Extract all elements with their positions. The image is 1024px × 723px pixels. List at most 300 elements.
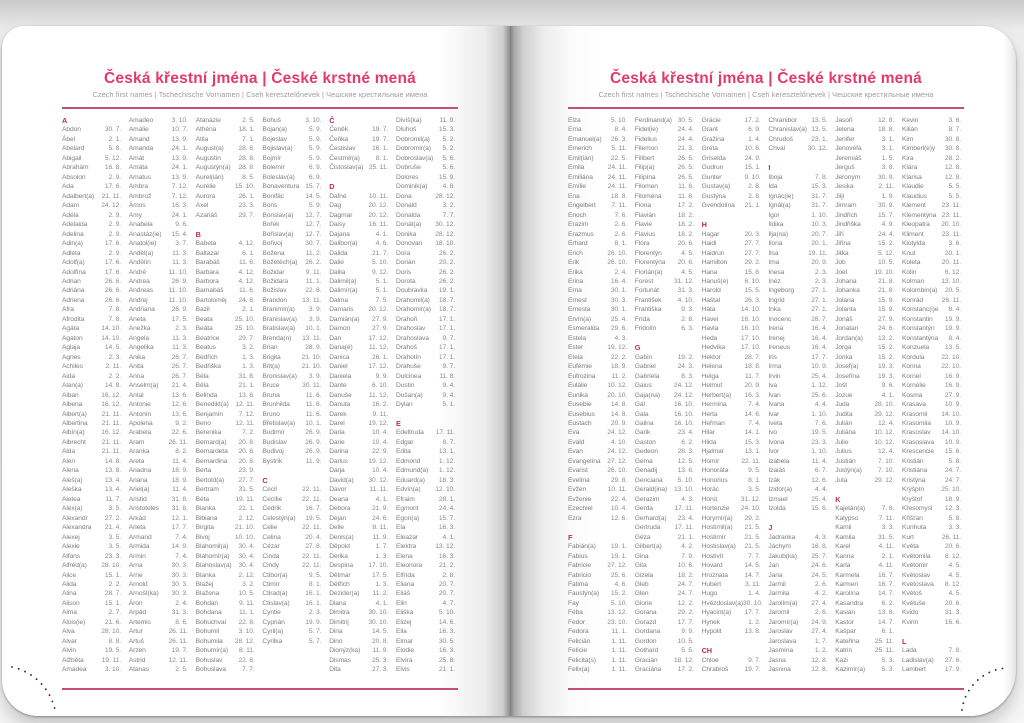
name-day-date: 2. 8. [681, 315, 694, 323]
name-day-date: 4. 10. [677, 296, 694, 304]
name-day-date: 19. 12. [368, 457, 389, 465]
first-name: Kordula [901, 353, 925, 361]
first-name: Bertram [195, 486, 219, 494]
name-day-date: 21. 10. [234, 524, 255, 532]
name-entry [568, 495, 630, 504]
name-day-date: 13. 8. [104, 467, 121, 475]
first-name: Justýn(a) [835, 467, 862, 475]
name-entry [396, 665, 458, 674]
name-entry [329, 296, 391, 305]
section-letter: I [768, 163, 771, 173]
first-name: Irenej [768, 334, 785, 342]
first-name: Anna [128, 372, 145, 380]
first-name: Iboja [768, 173, 783, 181]
name-entry [768, 571, 830, 580]
name-entry [768, 419, 830, 428]
first-name: Háta [701, 306, 716, 314]
name-day-date: 9. 9. [681, 628, 694, 636]
first-name: Florentýna [634, 259, 666, 267]
name-day-date: 28. 7. [104, 590, 121, 598]
name-entry [262, 268, 324, 277]
name-day-date: 4. 1. [881, 391, 895, 399]
first-name: Bivoj [195, 533, 210, 541]
name-day-date: 21. 6. [104, 618, 121, 626]
first-name: Branislav(a) [262, 315, 297, 323]
name-entry [568, 163, 630, 172]
name-day-date: 21. 5. [744, 524, 761, 532]
name-entry [635, 220, 697, 229]
name-entry [329, 334, 391, 343]
name-entry [702, 457, 764, 466]
name-day-date: 24. 7. [677, 590, 694, 598]
first-name: Erich [568, 249, 583, 257]
name-day-date: 11. 2. [305, 249, 322, 257]
name-day-date: 11. 1. [238, 609, 255, 617]
name-entry [835, 580, 897, 589]
name-entry [835, 514, 897, 523]
name-day-date: 12. 3. [944, 505, 961, 513]
name-entry [768, 296, 830, 305]
first-name: Gerhard(a) [634, 514, 667, 522]
first-name: Dalimír(a) [329, 287, 358, 295]
name-day-date: 14. 6. [438, 618, 455, 626]
name-day-date: 25. 4. [610, 315, 627, 323]
first-name: Bojislav(a) [262, 145, 293, 153]
name-day-date: 2. 1. [881, 552, 895, 560]
name-day-date: 26. 6. [104, 296, 121, 304]
name-entry [835, 523, 897, 532]
first-name: Elena [395, 552, 413, 560]
name-entry [129, 542, 191, 551]
name-day-date: 9. 5. [748, 467, 761, 475]
name-day-date: 21. 11. [101, 192, 121, 200]
first-name: Enoch [568, 211, 587, 219]
name-day-date: 27. 8. [305, 543, 322, 551]
first-name: Brit(a) [262, 363, 280, 371]
first-name: Artemis [128, 618, 151, 626]
name-entry [768, 230, 830, 239]
name-entry [262, 589, 324, 598]
first-name: Fabián(a) [568, 543, 596, 551]
first-name: Jorga [835, 344, 852, 352]
first-name: Lambert [901, 666, 926, 674]
first-name: Elfrída [395, 571, 415, 579]
first-name: Anabela [128, 221, 153, 229]
name-day-date: 18. 8. [744, 363, 761, 371]
first-name: Bohumila [195, 637, 223, 645]
name-entry [702, 580, 764, 589]
first-name: Jasnina [768, 666, 791, 674]
name-entry [902, 381, 964, 390]
name-day-date: 11. 7. [105, 495, 121, 503]
name-day-date: 18. 2. [677, 571, 694, 579]
first-name: Cyprián [262, 618, 285, 626]
first-name: Armand [128, 533, 152, 541]
first-name: Juta [835, 476, 848, 484]
first-name: Fatima [568, 580, 588, 588]
name-day-date: 4. 12. [238, 277, 255, 285]
name-day-date: 16. 11. [368, 221, 389, 229]
section-letter: Č [329, 116, 335, 125]
first-name: Eufrozina [568, 372, 596, 380]
name-entry [835, 258, 897, 267]
name-day-date: 21. 4. [104, 524, 121, 532]
first-name: Gedeon [634, 448, 658, 456]
name-day-date: 5. 2. [442, 145, 455, 153]
first-name: Agáta [62, 325, 79, 333]
first-name: Dimitrij [329, 618, 349, 626]
name-day-date: 21. 2. [438, 562, 455, 570]
first-name: Hostislav(a) [701, 543, 736, 551]
first-name: Glorie [634, 599, 653, 607]
name-entry [396, 533, 458, 542]
name-entry [196, 258, 258, 267]
name-day-date: 23. 3. [104, 552, 121, 560]
name-entry [262, 419, 324, 428]
first-name: Ivana [768, 401, 785, 409]
name-day-date: 20. 5. [944, 287, 961, 295]
first-name: Iveta [768, 420, 783, 427]
name-entry [768, 173, 830, 182]
name-entry [568, 315, 630, 324]
name-entry [768, 428, 830, 437]
first-name: Branimír(a) [262, 306, 295, 314]
name-entry [902, 286, 964, 295]
name-day-date: 1. 7. [814, 637, 828, 645]
name-day-date: 10. 12. [874, 429, 895, 437]
name-entry [835, 542, 897, 551]
first-name: Izaiáš [768, 467, 786, 475]
first-name: Kornel [901, 372, 921, 380]
name-entry [129, 249, 191, 258]
first-name: Athéna [195, 126, 217, 134]
section-letter: CH [701, 646, 712, 656]
name-day-date: 11. 4. [172, 486, 188, 494]
name-entry [902, 353, 964, 362]
name-day-date: 30. 10. [743, 599, 763, 607]
name-day-date: 18. 9. [944, 495, 961, 503]
name-entry [129, 324, 191, 333]
name-entry [568, 580, 630, 589]
name-day-date: 16. 7. [878, 571, 895, 579]
name-entry [329, 665, 391, 674]
name-day-date: 5. 12. [878, 249, 895, 257]
page-right [510, 26, 1016, 716]
name-day-date: 30. 9. [878, 202, 895, 210]
name-day-date: 4. 1. [442, 533, 455, 541]
name-entry [568, 447, 630, 456]
name-day-date: 3. 6. [948, 240, 961, 248]
first-name: Alexandr [62, 514, 88, 522]
name-day-date: 11. 7. [744, 372, 761, 380]
name-day-date: 15. 7. [305, 183, 322, 191]
first-name: Dluhoš [395, 126, 417, 134]
name-entry [635, 315, 697, 324]
first-name: Barnabáš [195, 287, 224, 295]
first-name: Dino [329, 637, 343, 645]
first-name: Doris [395, 268, 412, 276]
first-name: Cyril(a) [262, 628, 284, 636]
name-day-date: 10. 9. [944, 420, 961, 427]
name-day-date: 7. 12. [238, 410, 255, 418]
first-name: Kosma [901, 391, 923, 399]
name-day-date: 15. 8. [744, 268, 761, 276]
first-name: Gerazim [634, 495, 660, 503]
first-name: Beata [195, 315, 213, 323]
first-name: Bronislav(a) [262, 372, 297, 380]
name-entry [129, 627, 191, 636]
first-name: Elvíra [395, 656, 413, 664]
first-name: Gaius [634, 382, 652, 390]
name-entry [835, 608, 897, 617]
name-entry [635, 523, 697, 532]
first-name: Haidi [701, 240, 717, 248]
name-entry [196, 296, 258, 305]
name-entry [329, 410, 391, 419]
first-name: Blahomil(a) [195, 543, 229, 551]
first-name: Honoráta [701, 467, 729, 475]
name-entry [902, 523, 964, 532]
first-name: Antonín [128, 410, 152, 418]
name-day-date: 12. 11. [168, 656, 188, 664]
first-name: Evarist [568, 467, 588, 475]
name-day-date: 7. 8. [108, 306, 121, 314]
first-name: Chrudoš [768, 135, 793, 143]
first-name: Gražina [701, 135, 725, 143]
first-name: Jesika [835, 183, 854, 191]
name-day-date: 4. 12. [238, 240, 255, 248]
name-entry [702, 201, 764, 210]
first-name: Dalila [329, 268, 346, 276]
name-day-date: 7. 8. [108, 315, 121, 323]
first-name: Jana [768, 571, 783, 579]
name-day-date: 18. 8. [878, 126, 895, 134]
name-day-date: 24. 9. [811, 618, 828, 626]
name-entry [768, 646, 830, 655]
first-name: Kristián [901, 457, 924, 465]
name-day-date: 9. 9. [375, 372, 389, 380]
section-letter: F [568, 532, 573, 542]
name-day-date: 28. 9. [305, 344, 322, 352]
name-entry [835, 343, 897, 352]
first-name: Aristoteles [128, 505, 159, 513]
name-day-date: 31. 8. [171, 505, 188, 513]
name-day-date: 24. 12. [607, 429, 627, 437]
first-name: Kimberl(e)y [901, 145, 936, 153]
first-name: Čistoslav(a) [329, 164, 364, 172]
first-name: Jonáš [835, 315, 853, 323]
name-day-date: 19. 3. [878, 363, 895, 371]
first-name: Arna [128, 562, 143, 570]
name-entry [635, 637, 697, 646]
spacer-row [768, 514, 830, 523]
first-name: Brian [262, 344, 278, 352]
first-name: Florentýn [634, 249, 662, 257]
name-entry [396, 428, 458, 437]
name-day-date: 7. 9. [681, 552, 694, 560]
first-name: Albrecht [62, 438, 86, 446]
name-entry [196, 646, 258, 655]
name-entry [635, 249, 697, 258]
name-entry [396, 353, 458, 362]
first-name: Ctirad(a) [262, 590, 288, 598]
name-day-date: 10. 7. [171, 126, 188, 134]
first-name: Alda [62, 448, 75, 456]
name-day-date: 14. 7. [878, 618, 895, 626]
name-day-date: 19. 1. [610, 543, 627, 551]
name-entry [329, 419, 391, 428]
first-name: Ester [568, 344, 584, 352]
first-name: Alison [62, 599, 80, 607]
name-day-date: 16. 4. [811, 344, 828, 352]
name-day-date: 16. 10. [674, 401, 694, 409]
first-name: Ctibor(a) [262, 571, 288, 579]
first-name: Julián [835, 420, 853, 427]
name-day-date: 26. 3. [610, 135, 627, 143]
first-name: Elin [395, 599, 407, 607]
first-name: Ada [62, 183, 74, 191]
first-name: Damián(a) [329, 315, 360, 323]
name-day-date: 11. 8. [439, 372, 455, 380]
name-day-date: 14. 5. [305, 192, 322, 200]
first-name: Darina [329, 448, 349, 456]
name-day-date: 11. 12. [368, 344, 389, 352]
name-day-date: 1. 11. [611, 647, 627, 655]
name-day-date: 25. 10. [234, 325, 255, 333]
first-name: Hjalmar [701, 448, 724, 456]
name-entry [196, 391, 258, 400]
name-entry [835, 381, 897, 390]
name-day-date: 20. 1. [811, 240, 828, 248]
name-day-date: 27. 7. [744, 240, 761, 248]
name-entry [396, 163, 458, 172]
name-day-date: 5. 8. [948, 457, 961, 465]
name-day-date: 25. 6. [811, 391, 828, 399]
name-entry [702, 665, 764, 674]
name-day-date: 8. 4. [948, 334, 961, 342]
first-name: Cyrilka [262, 637, 283, 645]
name-day-date: 4. 9. [881, 221, 895, 229]
first-name: Arne [128, 571, 143, 579]
first-name: Jordan(a) [835, 334, 863, 342]
first-name: Adriána [62, 287, 85, 295]
name-day-date: 13. 10. [941, 277, 961, 285]
first-name: Engelbert [568, 202, 596, 210]
first-name: Dafné [329, 192, 347, 200]
name-day-date: 19. 11. [808, 249, 828, 257]
name-day-date: 16. 6. [944, 618, 961, 626]
name-entry [702, 286, 764, 295]
name-entry [568, 381, 630, 390]
first-name: Alvin [62, 647, 76, 655]
name-day-date: 4. 8. [442, 183, 455, 191]
name-entry [702, 144, 764, 153]
first-name: Gracián [634, 656, 658, 664]
name-entry [902, 372, 964, 381]
name-day-date: 9. 12. [372, 268, 389, 276]
name-entry [835, 239, 897, 248]
first-name: Kamila [835, 533, 856, 541]
name-day-date: 9. 6. [175, 221, 188, 229]
name-entry [568, 410, 630, 419]
name-entry [902, 220, 964, 229]
name-entry [262, 608, 324, 617]
first-name: Gunter [701, 173, 722, 181]
first-name: Kliment [901, 230, 924, 238]
name-entry [62, 324, 124, 333]
name-entry [702, 485, 764, 494]
name-day-date: 8. 7. [442, 438, 455, 446]
name-entry [396, 116, 458, 125]
name-day-date: 19. 7. [171, 647, 188, 655]
name-entry [702, 627, 764, 636]
name-entry [329, 144, 391, 153]
first-name: Fiona [634, 202, 652, 210]
name-entry [129, 514, 191, 523]
name-entry [62, 504, 124, 513]
first-name: Atanázie [195, 117, 221, 124]
name-entry [129, 211, 191, 220]
first-name: Hypolit [701, 628, 722, 636]
first-name: Blahomír(a) [195, 552, 230, 560]
name-day-date: 5. 9. [308, 135, 322, 143]
name-day-date: 18. 1. [238, 126, 255, 134]
name-entry [635, 144, 697, 153]
name-day-date: 24. 12. [607, 448, 627, 456]
first-name: Ignác(ie) [768, 192, 794, 200]
first-name: Jiřina [835, 240, 851, 248]
first-name: Celie [262, 524, 278, 532]
first-name: Fabius [568, 552, 588, 560]
name-entry [768, 495, 830, 504]
name-entry [262, 315, 324, 324]
name-entry [835, 230, 897, 239]
first-name: Andriana [128, 306, 155, 314]
name-entry [196, 372, 258, 381]
name-entry [329, 589, 391, 598]
name-day-date: 1. 12. [438, 457, 455, 465]
first-name: Filemon [634, 145, 658, 153]
first-name: Alen [62, 457, 75, 465]
name-day-date: 24. 8. [238, 296, 255, 304]
name-entry [635, 353, 697, 362]
name-entry [262, 324, 324, 333]
name-entry [835, 334, 897, 343]
first-name: Alžběta [62, 656, 84, 664]
name-day-date: 17. 1. [438, 325, 455, 333]
name-day-date: 11. 10. [168, 268, 188, 276]
name-entry [902, 201, 964, 210]
first-name: Drahoš [395, 344, 417, 352]
name-entry [902, 239, 964, 248]
first-name: Gilbert(a) [634, 543, 662, 551]
first-name: Ariel(a) [128, 486, 150, 494]
first-name: Chloe [701, 656, 719, 664]
first-name: Jolanta [835, 306, 857, 314]
name-entry [129, 656, 191, 665]
name-day-date: 1. 9. [881, 192, 895, 200]
name-entry [835, 419, 897, 428]
name-day-date: 1. 4. [748, 135, 761, 143]
first-name: Adelina [62, 230, 84, 238]
name-entry [902, 447, 964, 456]
first-name: Dona [395, 192, 412, 200]
first-name: Bernard(a) [195, 438, 227, 446]
first-name: Emerich [568, 145, 592, 153]
name-entry [262, 428, 324, 437]
name-day-date: 20. 8. [372, 637, 389, 645]
name-day-date: 2. 9. [108, 221, 121, 229]
